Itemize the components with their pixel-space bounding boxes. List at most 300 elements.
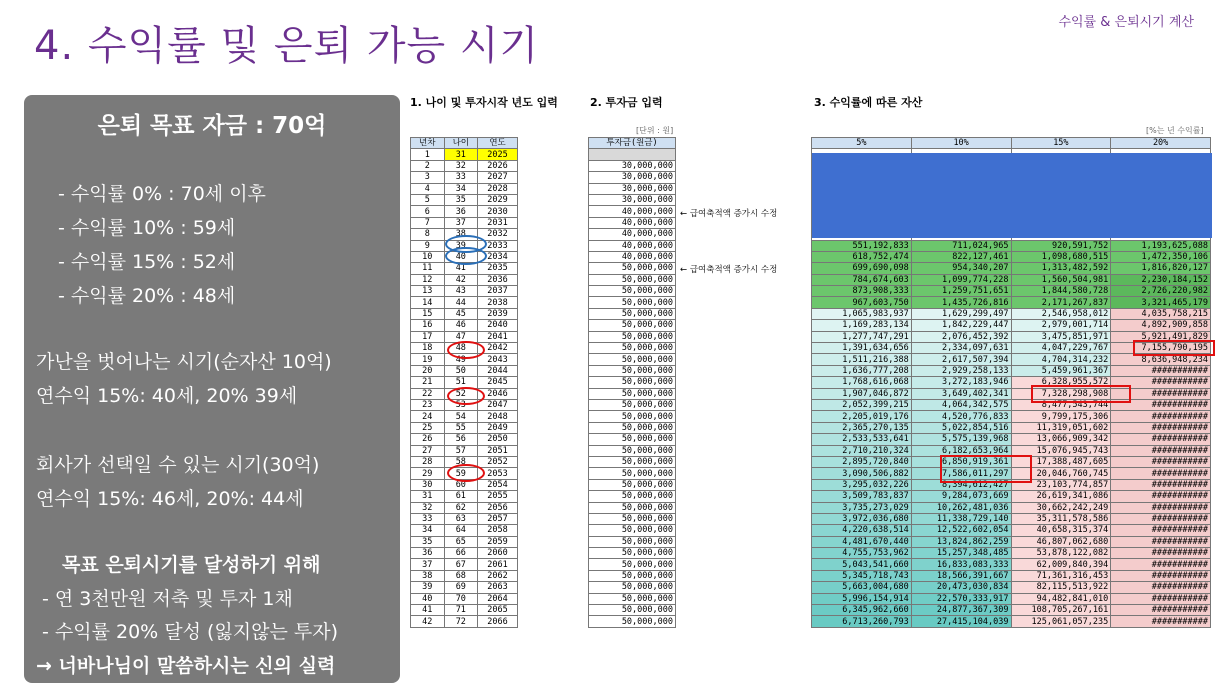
table-cell: 4,704,314,232	[1011, 354, 1111, 365]
table-cell: 50,000,000	[589, 434, 676, 445]
table-cell: 1,098,680,515	[1011, 251, 1111, 262]
table-cell: 6,328,955,572	[1011, 377, 1111, 388]
table-cell: 2044	[478, 365, 518, 376]
summary-panel	[24, 95, 400, 683]
rate-line: - 수익률 0% : 70세 이후	[58, 183, 266, 205]
table-cell: 72	[444, 616, 478, 627]
table-cell: 50,000,000	[589, 274, 676, 285]
table-cell: 2,710,210,324	[812, 445, 912, 456]
section-2-title: 2. 투자금 입력	[590, 96, 663, 109]
table-cell: 1,636,777,208	[812, 365, 912, 376]
table-cell: 2055	[478, 491, 518, 502]
panel-heading: 은퇴 목표 자금 : 70억	[97, 113, 327, 139]
table-cell: 25	[411, 422, 445, 433]
table-cell: 13,824,862,259	[911, 536, 1011, 547]
table-cell: 1,435,726,816	[911, 297, 1011, 308]
age-table	[410, 137, 518, 628]
table-row	[589, 525, 676, 536]
table-cell: 30,000,000	[589, 160, 676, 171]
table-row	[589, 172, 676, 183]
table-row	[812, 582, 1211, 593]
table-cell: 27,415,104,039	[911, 616, 1011, 627]
table-cell: 44	[444, 297, 478, 308]
table-row	[589, 206, 676, 217]
table-cell: 30,662,242,249	[1011, 502, 1111, 513]
table-row	[812, 616, 1211, 627]
table-row	[589, 399, 676, 410]
table-cell: 2047	[478, 399, 518, 410]
table-cell: 4,755,753,962	[812, 548, 912, 559]
table-cell: 19	[411, 354, 445, 365]
table-cell: 1,560,504,981	[1011, 274, 1111, 285]
table-cell: 2059	[478, 536, 518, 547]
table-cell: 1,842,229,447	[911, 320, 1011, 331]
table-cell: 3,649,402,341	[911, 388, 1011, 399]
table-row	[411, 525, 518, 536]
table-cell: 41	[411, 605, 445, 616]
table-row	[589, 502, 676, 513]
table-cell: 38	[444, 229, 478, 240]
table-row	[589, 297, 676, 308]
table-cell: 52	[444, 388, 478, 399]
table-row	[411, 149, 518, 160]
table-cell: 50,000,000	[589, 548, 676, 559]
table-row	[589, 251, 676, 262]
table-cell: 1,816,820,127	[1111, 263, 1211, 274]
table-cell: ###########	[1111, 456, 1211, 467]
table-row	[812, 513, 1211, 524]
table-cell: 30,000,000	[589, 183, 676, 194]
table-cell: 2043	[478, 354, 518, 365]
table-cell: 2064	[478, 593, 518, 604]
table-cell: 2	[411, 160, 445, 171]
table-cell: 50,000,000	[589, 286, 676, 297]
table-cell: 2028	[478, 183, 518, 194]
table-cell: 68	[444, 570, 478, 581]
table-cell: 2,365,270,135	[812, 422, 912, 433]
table-cell: 30,000,000	[589, 172, 676, 183]
choice-line: 연수익 15%: 46세, 20%: 44세	[36, 488, 304, 510]
table-cell: 1,313,482,592	[1011, 263, 1111, 274]
table-cell: 15,257,348,485	[911, 548, 1011, 559]
table-cell: 42	[444, 274, 478, 285]
table-cell: 18,566,391,667	[911, 570, 1011, 581]
table-cell: 2029	[478, 194, 518, 205]
table-row	[589, 468, 676, 479]
table-row	[411, 297, 518, 308]
table-cell: 822,127,461	[911, 251, 1011, 262]
table-row	[589, 536, 676, 547]
table-cell: 2063	[478, 582, 518, 593]
table-cell: 50,000,000	[589, 377, 676, 388]
table-row	[589, 411, 676, 422]
table-cell: 3	[411, 172, 445, 183]
table-cell: 2041	[478, 331, 518, 342]
col-header: 10%	[911, 138, 1011, 149]
table-row	[812, 536, 1211, 547]
table-cell: 50,000,000	[589, 297, 676, 308]
table-row	[589, 194, 676, 205]
table-cell: 9,799,175,306	[1011, 411, 1111, 422]
table-row	[589, 377, 676, 388]
table-row	[589, 183, 676, 194]
note-salary: ← 급여축적액 증가시 수정	[680, 265, 778, 275]
table-row	[812, 297, 1211, 308]
table-cell: 46	[444, 320, 478, 331]
table-cell: 10,262,481,036	[911, 502, 1011, 513]
table-cell: 2049	[478, 422, 518, 433]
table-row	[411, 605, 518, 616]
table-cell: 48	[444, 343, 478, 354]
table-cell: 33	[444, 172, 478, 183]
table-cell: 12	[411, 274, 445, 285]
table-row	[411, 274, 518, 285]
table-cell: 50,000,000	[589, 491, 676, 502]
table-row	[411, 434, 518, 445]
table-row	[411, 194, 518, 205]
table-cell: 7,328,298,908	[1011, 388, 1111, 399]
table-cell: 5,345,718,743	[812, 570, 912, 581]
red-rect-mark	[940, 455, 1032, 483]
table-cell: 50,000,000	[589, 513, 676, 524]
table-row	[812, 286, 1211, 297]
table-cell: ###########	[1111, 399, 1211, 410]
table-cell: 2037	[478, 286, 518, 297]
table-cell: ###########	[1111, 388, 1211, 399]
rate-line: - 수익률 15% : 52세	[58, 251, 236, 273]
table-row	[411, 206, 518, 217]
table-cell: 66	[444, 548, 478, 559]
table-cell: 33	[411, 513, 445, 524]
table-cell: 50,000,000	[589, 263, 676, 274]
table-row	[812, 274, 1211, 285]
table-cell: 32	[444, 160, 478, 171]
table-row	[812, 399, 1211, 410]
goal-title: 목표 은퇴시기를 달성하기 위해	[62, 554, 321, 576]
table-row	[812, 251, 1211, 262]
table-cell: 34	[411, 525, 445, 536]
table-cell: 59	[444, 468, 478, 479]
table-cell: 1,629,299,497	[911, 308, 1011, 319]
table-cell: 15,076,945,743	[1011, 445, 1111, 456]
table-cell: 2,334,097,631	[911, 343, 1011, 354]
table-row	[411, 570, 518, 581]
table-cell: ###########	[1111, 377, 1211, 388]
table-cell: ###########	[1111, 422, 1211, 433]
table-cell: 50,000,000	[589, 343, 676, 354]
table-cell: 50,000,000	[589, 593, 676, 604]
table-cell: ###########	[1111, 365, 1211, 376]
poverty-title: 가난을 벗어나는 시기(순자산 10억)	[36, 351, 332, 373]
table-cell: 2051	[478, 445, 518, 456]
table-row	[589, 616, 676, 627]
table-cell: 35,311,578,586	[1011, 513, 1111, 524]
table-cell: 618,752,474	[812, 251, 912, 262]
table-cell: 3,735,273,029	[812, 502, 912, 513]
table-cell: 920,591,752	[1011, 240, 1111, 251]
table-cell: 2048	[478, 411, 518, 422]
table-cell: 1,169,283,134	[812, 320, 912, 331]
table-row	[411, 217, 518, 228]
table-cell: 38	[411, 570, 445, 581]
table-cell: 4,520,776,833	[911, 411, 1011, 422]
table-cell: 1,193,625,088	[1111, 240, 1211, 251]
table-cell: 50,000,000	[589, 536, 676, 547]
table-cell: 1,259,751,651	[911, 286, 1011, 297]
table-cell: 2066	[478, 616, 518, 627]
table-cell: 5	[411, 194, 445, 205]
table-cell: 13,066,909,342	[1011, 434, 1111, 445]
table-cell: 51	[444, 377, 478, 388]
table-cell: 50,000,000	[589, 559, 676, 570]
table-cell: 11	[411, 263, 445, 274]
table-cell: 4,220,638,514	[812, 525, 912, 536]
table-cell: 94,482,841,010	[1011, 593, 1111, 604]
table-cell: 35	[444, 194, 478, 205]
table-row	[411, 422, 518, 433]
table-cell: 71,361,316,453	[1011, 570, 1111, 581]
table-cell: 50,000,000	[589, 582, 676, 593]
table-cell: 2,076,452,392	[911, 331, 1011, 342]
table-cell: 35	[411, 536, 445, 547]
table-cell: 5,043,541,660	[812, 559, 912, 570]
table-cell: 4	[411, 183, 445, 194]
table-cell: 4,064,342,575	[911, 399, 1011, 410]
table-cell: 784,674,603	[812, 274, 912, 285]
table-cell: 40,000,000	[589, 229, 676, 240]
table-cell: 82,115,513,922	[1011, 582, 1111, 593]
table-cell: 39	[444, 240, 478, 251]
table-cell: 20	[411, 365, 445, 376]
table-row	[411, 160, 518, 171]
table-cell: 40	[411, 593, 445, 604]
goal-item: - 연 3천만원 저축 및 투자 1채	[42, 588, 293, 610]
table-cell: 26	[411, 434, 445, 445]
table-cell: 6,345,962,660	[812, 605, 912, 616]
table-cell: 10	[411, 251, 445, 262]
table-cell: 4,047,229,767	[1011, 343, 1111, 354]
table-cell: 37	[444, 217, 478, 228]
table-cell: 55	[444, 422, 478, 433]
table-cell: ###########	[1111, 605, 1211, 616]
table-cell: 2,171,267,837	[1011, 297, 1111, 308]
table-cell: 43	[444, 286, 478, 297]
table-cell: 63	[444, 513, 478, 524]
table-row	[411, 183, 518, 194]
table-row	[589, 274, 676, 285]
table-cell: 8	[411, 229, 445, 240]
col-header: 나이	[444, 138, 478, 149]
table-row	[812, 548, 1211, 559]
table-cell: 2038	[478, 297, 518, 308]
table-row	[589, 513, 676, 524]
col-header: 연도	[478, 138, 518, 149]
table-cell: 50,000,000	[589, 456, 676, 467]
red-oval-mark	[447, 464, 485, 482]
table-row	[589, 479, 676, 490]
table-cell: 6,713,260,793	[812, 616, 912, 627]
table-row	[589, 582, 676, 593]
table-cell: 13	[411, 286, 445, 297]
table-cell: 1,511,216,388	[812, 354, 912, 365]
table-cell: 2039	[478, 308, 518, 319]
table-row	[589, 160, 676, 171]
col-header: 투자금(원금)	[589, 138, 676, 149]
table-cell: 5,459,961,367	[1011, 365, 1111, 376]
table-cell: 551,192,833	[812, 240, 912, 251]
table-cell: 2056	[478, 502, 518, 513]
table-cell: 2045	[478, 377, 518, 388]
blue-cover-block	[812, 153, 1212, 238]
table-cell: 2054	[478, 479, 518, 490]
rate-line: - 수익률 10% : 59세	[58, 217, 236, 239]
table-cell: 65	[444, 536, 478, 547]
table-cell: 21	[411, 377, 445, 388]
table-cell: 3,509,783,837	[812, 491, 912, 502]
table-cell: 50,000,000	[589, 445, 676, 456]
table-cell: 57	[444, 445, 478, 456]
table-cell: 3,475,851,971	[1011, 331, 1111, 342]
table-cell: ###########	[1111, 411, 1211, 422]
table-row	[589, 320, 676, 331]
table-cell: 2053	[478, 468, 518, 479]
col-header: 5%	[812, 138, 912, 149]
topright-caption: 수익률 & 은퇴시기 계산	[1058, 15, 1194, 30]
table-cell: 4,892,909,858	[1111, 320, 1211, 331]
table-cell: 36	[444, 206, 478, 217]
table-cell: 17,388,487,605	[1011, 456, 1111, 467]
table-cell: 7	[411, 217, 445, 228]
table-cell: 1,277,747,291	[812, 331, 912, 342]
red-oval-mark	[447, 387, 485, 405]
table-cell: 2,979,001,714	[1011, 320, 1111, 331]
table-cell: 50,000,000	[589, 399, 676, 410]
table-row	[589, 149, 676, 160]
table-cell: 50,000,000	[589, 331, 676, 342]
table-row	[411, 320, 518, 331]
table-cell: 50,000,000	[589, 388, 676, 399]
table-row	[411, 445, 518, 456]
table-cell: 62	[444, 502, 478, 513]
table-row	[812, 411, 1211, 422]
table-cell: 23,103,774,857	[1011, 479, 1111, 490]
table-cell: 24,877,367,309	[911, 605, 1011, 616]
table-cell: 6,850,919,361	[911, 456, 1011, 467]
table-row	[589, 491, 676, 502]
table-row	[589, 570, 676, 581]
table-cell: 4,481,670,440	[812, 536, 912, 547]
table-cell: 22,570,333,917	[911, 593, 1011, 604]
table-cell: 1,391,634,656	[812, 343, 912, 354]
note-salary: ← 급여축적액 증가시 수정	[680, 209, 778, 219]
table-row	[411, 172, 518, 183]
table-cell: 1,065,983,937	[812, 308, 912, 319]
table-row	[812, 502, 1211, 513]
table-cell: 2,052,399,215	[812, 399, 912, 410]
table-cell: 3,321,465,179	[1111, 297, 1211, 308]
choice-title: 회사가 선택일 수 있는 시기(30억)	[36, 454, 320, 476]
table-cell: 4,035,758,215	[1111, 308, 1211, 319]
table-cell: 1,472,350,106	[1111, 251, 1211, 262]
table-row	[411, 582, 518, 593]
table-cell: ###########	[1111, 502, 1211, 513]
table-cell: 2026	[478, 160, 518, 171]
table-cell: 50	[444, 365, 478, 376]
table-row	[411, 286, 518, 297]
table-cell: 3,972,036,680	[812, 513, 912, 524]
table-row	[589, 388, 676, 399]
table-cell: 50,000,000	[589, 479, 676, 490]
table-row	[812, 308, 1211, 319]
table-row	[411, 502, 518, 513]
table-cell: 28	[411, 456, 445, 467]
table-cell: 2,895,720,840	[812, 456, 912, 467]
unit-label: [%는 년 수익률]	[1146, 126, 1204, 135]
table-cell: 24	[411, 411, 445, 422]
table-cell: 50,000,000	[589, 570, 676, 581]
table-cell: 2031	[478, 217, 518, 228]
table-cell: 23	[411, 399, 445, 410]
table-cell: ###########	[1111, 513, 1211, 524]
col-header: 15%	[1011, 138, 1111, 149]
table-cell: 11,338,729,140	[911, 513, 1011, 524]
table-cell: 2058	[478, 525, 518, 536]
table-cell: 2050	[478, 434, 518, 445]
table-cell: 2030	[478, 206, 518, 217]
section-3-title: 3. 수익률에 따른 자산	[814, 96, 923, 109]
table-cell: 41	[444, 263, 478, 274]
table-row	[589, 286, 676, 297]
table-cell: 2035	[478, 263, 518, 274]
table-row	[589, 605, 676, 616]
table-row	[411, 411, 518, 422]
table-row	[589, 331, 676, 342]
table-row	[411, 616, 518, 627]
table-cell: 1	[411, 149, 445, 160]
table-cell: 67	[444, 559, 478, 570]
table-cell: 20,046,760,745	[1011, 468, 1111, 479]
table-row	[812, 240, 1211, 251]
table-cell: 5,022,854,516	[911, 422, 1011, 433]
table-row	[411, 559, 518, 570]
table-cell: 69	[444, 582, 478, 593]
table-cell: ###########	[1111, 434, 1211, 445]
table-row	[589, 240, 676, 251]
table-cell: 40,658,315,374	[1011, 525, 1111, 536]
table-cell: 50,000,000	[589, 605, 676, 616]
table-cell: 1,768,616,068	[812, 377, 912, 388]
table-cell: 7,155,790,195	[1111, 343, 1211, 354]
table-cell: 5,921,491,829	[1111, 331, 1211, 342]
table-cell: 40,000,000	[589, 217, 676, 228]
table-cell: ###########	[1111, 582, 1211, 593]
table-cell: 50,000,000	[589, 616, 676, 627]
table-cell: 2065	[478, 605, 518, 616]
table-cell: 42	[411, 616, 445, 627]
table-row	[589, 559, 676, 570]
table-cell: 711,024,965	[911, 240, 1011, 251]
table-cell: 62,009,840,394	[1011, 559, 1111, 570]
table-cell: 2034	[478, 251, 518, 262]
table-row	[589, 445, 676, 456]
table-cell: 2,533,533,641	[812, 434, 912, 445]
table-cell: ###########	[1111, 536, 1211, 547]
table-cell: 11,319,051,602	[1011, 422, 1111, 433]
col-header: 년차	[411, 138, 445, 149]
page-title: 4. 수익률 및 은퇴 가능 시기	[34, 23, 540, 69]
investment-table	[588, 137, 676, 628]
table-cell: 70	[444, 593, 478, 604]
